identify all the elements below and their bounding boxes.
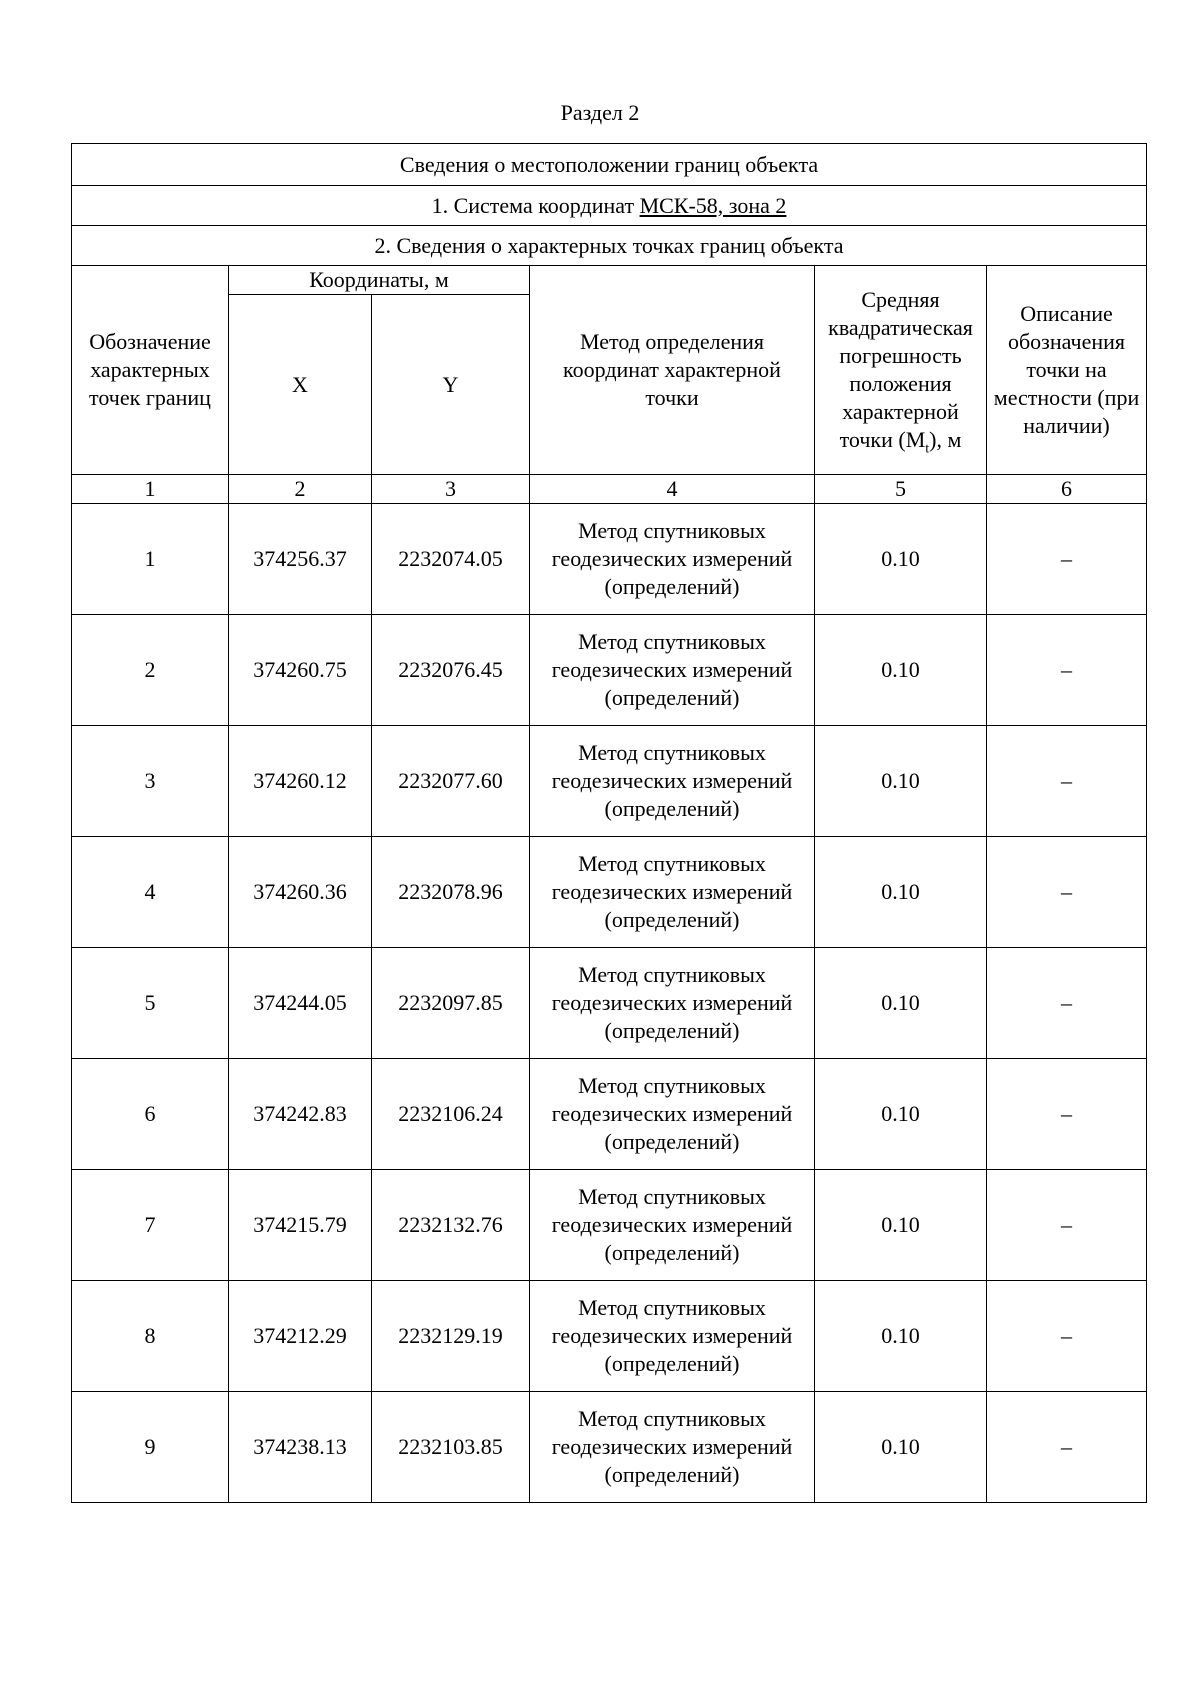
header-coordinates: Координаты, м: [229, 266, 530, 295]
point-number: 5: [72, 948, 229, 1059]
method: Метод спутниковых геодезических измерений (определений): [530, 837, 815, 948]
boundary-points-table: [71, 143, 1147, 1503]
accuracy: 0.10: [815, 1281, 987, 1392]
accuracy: 0.10: [815, 726, 987, 837]
header-method: Метод определения координат характерной точки: [530, 266, 815, 475]
coord-y: 2232103.85: [372, 1392, 530, 1503]
table-row: [72, 948, 1147, 1059]
section-title: Раздел 2: [560, 100, 640, 125]
table-row: [72, 1392, 1147, 1503]
method: Метод спутниковых геодезических измерений (определений): [530, 1281, 815, 1392]
table-row: [72, 615, 1147, 726]
point-number: 8: [72, 1281, 229, 1392]
description: –: [987, 726, 1147, 837]
column-numbers-row: [72, 475, 1147, 504]
coord-x: 374244.05: [229, 948, 372, 1059]
header-description: Описание обозначения точки на местности (при наличии): [987, 266, 1147, 475]
point-number: 2: [72, 615, 229, 726]
table-row: [72, 1281, 1147, 1392]
description: –: [987, 837, 1147, 948]
coord-y: 2232129.19: [372, 1281, 530, 1392]
header-point-designation: Обозначение характерных точек границ: [72, 266, 229, 475]
accuracy: 0.10: [815, 504, 987, 615]
description: –: [987, 615, 1147, 726]
description: –: [987, 1281, 1147, 1392]
method: Метод спутниковых геодезических измерений (определений): [530, 1392, 815, 1503]
table-row: [72, 837, 1147, 948]
coord-x: 374238.13: [229, 1392, 372, 1503]
coord-x: 374212.29: [229, 1281, 372, 1392]
column-number: 5: [815, 475, 987, 504]
accuracy: 0.10: [815, 1170, 987, 1281]
point-number: 7: [72, 1170, 229, 1281]
point-number: 6: [72, 1059, 229, 1170]
method: Метод спутниковых геодезических измерений (определений): [530, 948, 815, 1059]
method: Метод спутниковых геодезических измерений (определений): [530, 1059, 815, 1170]
header-y: Y: [372, 295, 530, 475]
coord-x: 374260.36: [229, 837, 372, 948]
table-row: [72, 1170, 1147, 1281]
column-number: 1: [72, 475, 229, 504]
header-accuracy-subscript: t: [925, 441, 930, 457]
coord-y: 2232106.24: [372, 1059, 530, 1170]
column-number: 6: [987, 475, 1147, 504]
coord-y: 2232076.45: [372, 615, 530, 726]
coord-y: 2232078.96: [372, 837, 530, 948]
coord-x: 374260.12: [229, 726, 372, 837]
header-accuracy-text: Средняя квадратическая погрешность положения характерной точки (M: [828, 287, 973, 452]
column-number: 3: [372, 475, 530, 504]
point-number: 9: [72, 1392, 229, 1503]
header-accuracy: [815, 266, 987, 475]
accuracy: 0.10: [815, 948, 987, 1059]
coord-x: 374260.75: [229, 615, 372, 726]
method: Метод спутниковых геодезических измерений (определений): [530, 504, 815, 615]
point-number: 1: [72, 504, 229, 615]
coord-x: 374242.83: [229, 1059, 372, 1170]
description: –: [987, 948, 1147, 1059]
description: –: [987, 1059, 1147, 1170]
description: –: [987, 504, 1147, 615]
accuracy: 0.10: [815, 837, 987, 948]
table-title: Сведения о местоположении границ объекта: [72, 144, 1147, 186]
points-heading: 2. Сведения о характерных точках границ объекта: [72, 226, 1147, 266]
table-row: [72, 504, 1147, 615]
coord-y: 2232077.60: [372, 726, 530, 837]
coord-y: 2232132.76: [372, 1170, 530, 1281]
table-row: [72, 1059, 1147, 1170]
header-x: X: [229, 295, 372, 475]
accuracy: 0.10: [815, 1392, 987, 1503]
column-number: 4: [530, 475, 815, 504]
coord-x: 374256.37: [229, 504, 372, 615]
column-number: 2: [229, 475, 372, 504]
accuracy: 0.10: [815, 615, 987, 726]
description: –: [987, 1170, 1147, 1281]
coord-y: 2232097.85: [372, 948, 530, 1059]
point-number: 3: [72, 726, 229, 837]
description: –: [987, 1392, 1147, 1503]
coord-y: 2232074.05: [372, 504, 530, 615]
coordinate-system-label: 1. Система координат: [431, 192, 640, 218]
accuracy: 0.10: [815, 1059, 987, 1170]
coord-x: 374215.79: [229, 1170, 372, 1281]
header-accuracy-tail: ), м: [929, 427, 962, 452]
coordinate-system-value: МСК-58, зона 2: [639, 192, 787, 218]
method: Метод спутниковых геодезических измерений (определений): [530, 1170, 815, 1281]
method: Метод спутниковых геодезических измерений (определений): [530, 726, 815, 837]
method: Метод спутниковых геодезических измерений (определений): [530, 615, 815, 726]
point-number: 4: [72, 837, 229, 948]
table-row: [72, 726, 1147, 837]
coordinate-system-row: [72, 186, 1147, 226]
